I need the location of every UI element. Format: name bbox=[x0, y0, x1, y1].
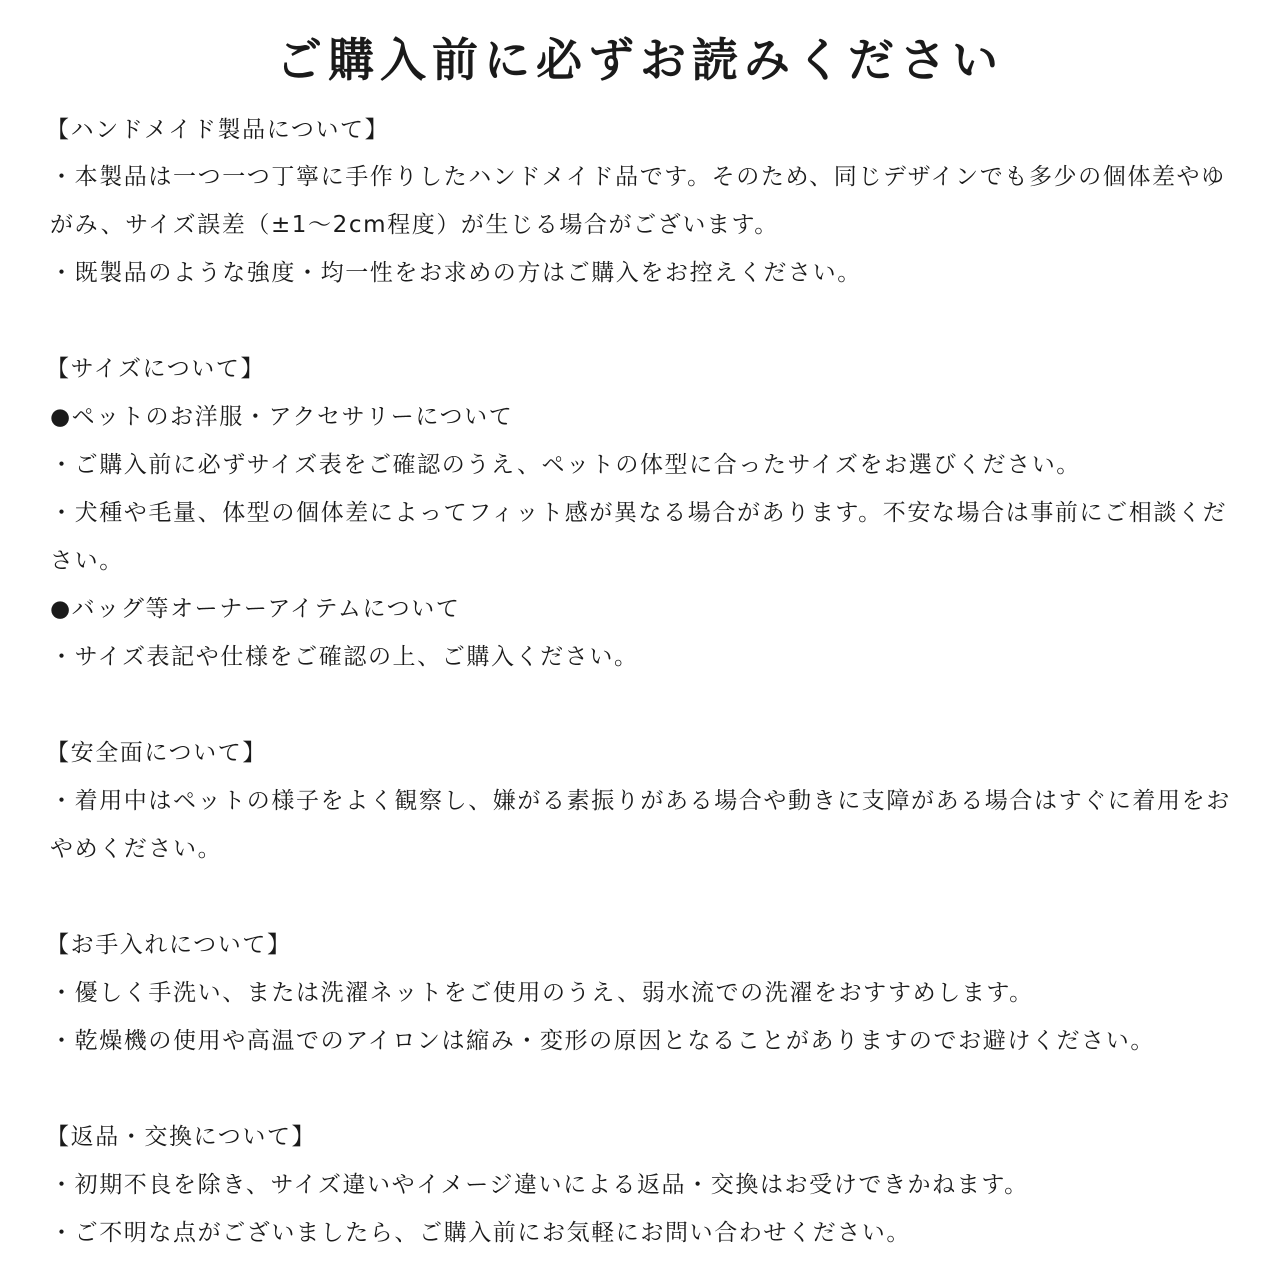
size-line-2: ・ご購入前に必ずサイズ表をご確認のうえ、ペットの体型に合ったサイズをお選びください。 bbox=[50, 452, 1081, 478]
returns-line-1: ・初期不良を除き、サイズ違いやイメージ違いによる返品・交換はお受けできかねます。 bbox=[50, 1172, 1029, 1198]
care-line-2: ・乾燥機の使用や高温でのアイロンは縮み・変形の原因となることがありますのでお避けください。 bbox=[50, 1028, 1155, 1054]
section-heading-care: 【お手入れについて】 bbox=[46, 932, 292, 958]
size-line-1: ●ペットのお洋服・アクセサリーについて bbox=[50, 404, 514, 430]
size-line-6: ・サイズ表記や仕様をご確認の上、ご購入ください。 bbox=[50, 644, 639, 670]
size-line-5: ●バッグ等オーナーアイテムについて bbox=[50, 596, 461, 622]
handmade-line-1: ・本製品は一つ一つ丁寧に手作りしたハンドメイド品です。そのため、同じデザインでも多少の個体差やゆ bbox=[50, 164, 1226, 190]
returns-line-2: ・ご不明な点がございましたら、ご購入前にお気軽にお問い合わせください。 bbox=[50, 1220, 911, 1246]
handmade-line-2: がみ、サイズ誤差（±1～2cm程度）が生じる場合がございます。 bbox=[50, 212, 779, 238]
size-line-3: ・犬種や毛量、体型の個体差によってフィット感が異なる場合があります。不安な場合は事前にご相談くだ bbox=[50, 500, 1228, 526]
section-heading-returns: 【返品・交換について】 bbox=[46, 1124, 317, 1150]
section-heading-handmade: 【ハンドメイド製品について】 bbox=[46, 117, 390, 143]
section-heading-safety: 【安全面について】 bbox=[46, 740, 267, 766]
size-line-4: さい。 bbox=[50, 548, 124, 574]
care-line-1: ・優しく手洗い、または洗濯ネットをご使用のうえ、弱水流での洗濯をおすすめします。 bbox=[50, 980, 1034, 1006]
page-title: ご購入前に必ずお読みください bbox=[276, 33, 1004, 87]
section-heading-size: 【サイズについて】 bbox=[46, 356, 266, 382]
safety-line-2: やめください。 bbox=[50, 836, 223, 862]
safety-line-1: ・着用中はペットの様子をよく観察し、嫌がる素振りがある場合や動きに支障がある場合はすぐに着用をお bbox=[50, 788, 1231, 814]
handmade-line-3: ・既製品のような強度・均一性をお求めの方はご購入をお控えください。 bbox=[50, 260, 862, 286]
